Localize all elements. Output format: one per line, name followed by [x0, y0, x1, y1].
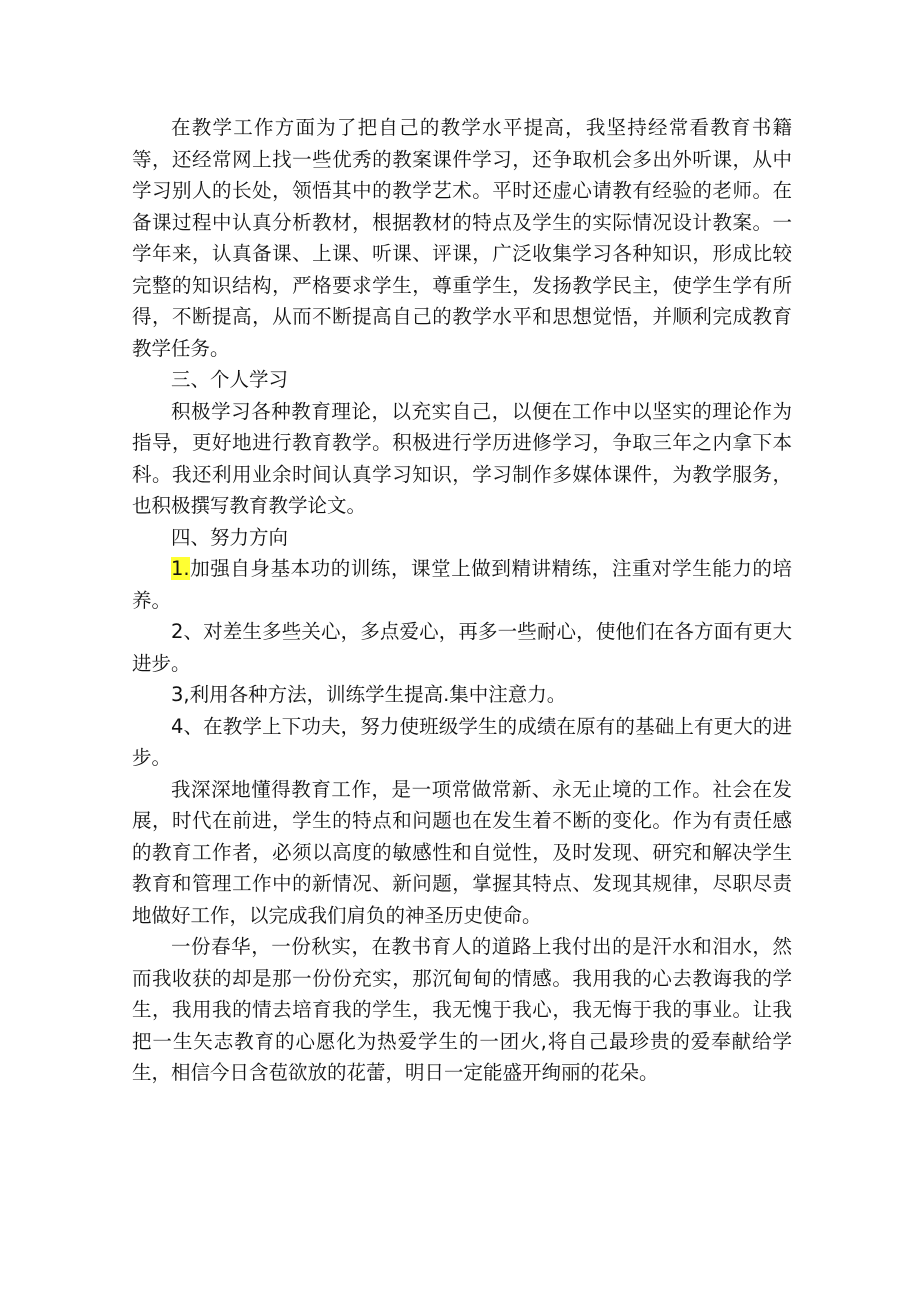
list-item-1-text: 加强自身基本功的训练，课堂上做到精讲精练，注重对学生能力的培养。 [132, 557, 792, 612]
paragraph-closing: 一份春华，一份秋实，在教书育人的道路上我付出的是汗水和泪水，然而我收获的却是那一份份充实，那沉甸甸的情感。我用我的心去教诲我的学生，我用我的情去培育我的学生，我无愧于我心，我无悔于我的事业。让我把一生矢志教育的心愿化为热爱学生的一团火,将自己最珍贵的爱奉献给学生，相信今日含苞欲放的花蕾，明日一定能盛开绚丽的花朵。 [132, 935, 792, 1084]
paragraph-teaching-work: 在教学工作方面为了把自己的教学水平提高，我坚持经常看教育书籍等，还经常网上找一些优秀的教案课件学习，还争取机会多出外听课，从中学习别人的长处，领悟其中的教学艺术。平时还虚心请教有经验的老师。在备课过程中认真分析教材，根据教材的特点及学生的实际情况设计教案。一学年来，认真备课、上课、听课、评课，广泛收集学习各种知识，形成比较完整的知识结构，严格要求学生，尊重学生，发扬教学民主，使学生学有所得，不断提高，从而不断提高自己的教学水平和思想觉悟，并顺利完成教育教学任务。 [132, 116, 792, 360]
list-item-3: 3,利用各种方法，训练学生提高.集中注意力。 [171, 683, 567, 706]
paragraph-personal-study: 积极学习各种教育理论，以充实自己，以便在工作中以坚实的理论作为指导，更好地进行教育教学。积极进行学历进修学习，争取三年之内拿下本科。我还利用业余时间认真学习知识，学习制作多媒体课件，为教学服务，也积极撰写教育教学论文。 [132, 399, 792, 517]
paragraph-education-work: 我深深地懂得教育工作，是一项常做常新、永无止境的工作。社会在发展，时代在前进，学生的特点和问题也在发生着不断的变化。作为有责任感的教育工作者，必须以高度的敏感性和自觉性，及时发现、研究和解决学生教育和管理工作中的新情况、新问题，掌握其特点、发现其规律，尽职尽责地做好工作，以完成我们肩负的神圣历史使命。 [132, 777, 792, 927]
list-item-1 [132, 553, 792, 616]
highlighted-list-marker: 1. [171, 557, 190, 580]
list-item-4: 4、在教学上下功夫，努力使班级学生的成绩在原有的基础上有更大的进步。 [132, 714, 792, 769]
document-body [132, 112, 792, 1089]
section-heading-effort-direction: 四、努力方向 [171, 525, 289, 549]
section-heading-personal-study: 三、个人学习 [171, 368, 289, 391]
list-item-2: 2、对差生多些关心，多点爱心，再多一些耐心，使他们在各方面有更大进步。 [132, 620, 792, 675]
